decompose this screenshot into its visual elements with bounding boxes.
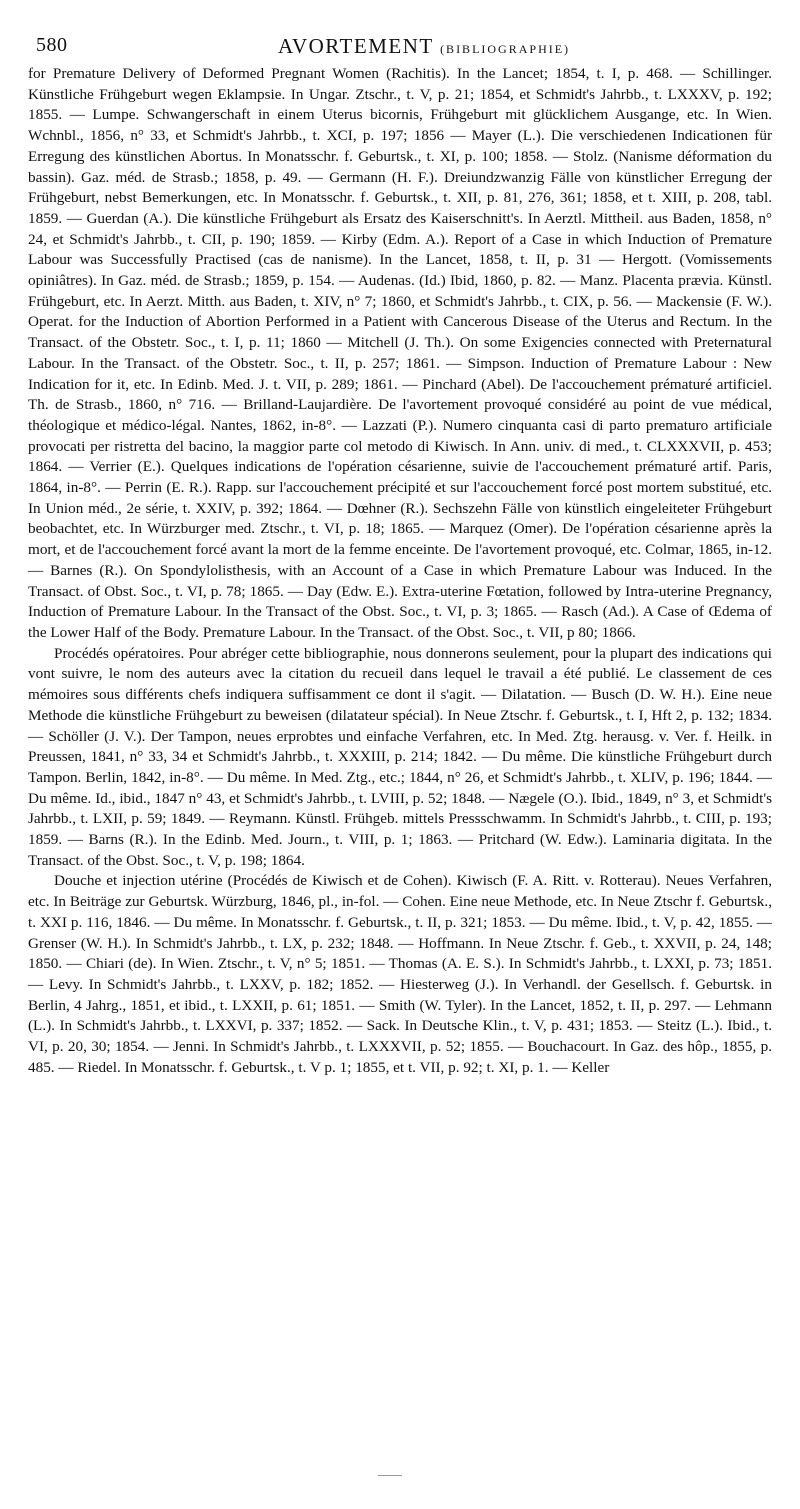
bottom-rule	[378, 1475, 402, 1476]
running-title-sub: (BIBLIOGRAPHIE)	[440, 42, 571, 56]
running-header	[28, 34, 772, 64]
page-number: 580	[36, 34, 68, 56]
bibliography-paragraph-1: for Premature Delivery of Deformed Pregnant Women (Rachitis). In the Lancet; 1854, t. I, p. 468. — Schillinger. Künstliche Frühgeburt wegen Eklampsie. In Ungar. Ztschr., t. V, p. 21; 1854, et Schmidt's Jahrbb., t. LXXXV, p. 192; 1855. — Lumpe. Schwangerschaft in einem Uterus bicornis, Frühgeburt mit glücklichem Ausgange, etc. In Wien. Wchnbl., 1856, n° 33, et Schmidt's Jahrbb., t. XCI, p. 197; 1856 — Mayer (L.). Die verschiedenen Indicationen für Erregung des künstlichen Abortus. In Monatsschr. f. Geburtsk., t. XI, p. 100; 1858. — Stolz. (Nanisme déformation du bassin). Gaz. méd. de Strasb.; 1858, p. 49. — Germann (H. F.). Dreiundzwanzig Fälle von künstlicher Erregung der Frühgeburt, nebst Bemerkungen, etc. In Monatsschr. f. Geburtsk., t. XII, p. 81, 276, 361; 1858, et t. XIII, p. 208, tabl. 1859. — Guerdan (A.). Die künstliche Frühgeburt als Ersatz des Kaiserschnitt's. In Aerztl. Mittheil. aus Baden, 1858, n° 24, et Schmidt's Jahrbb., t. CII, p. 190; 1859. — Kirby (Edm. A.). Report of a Case in which Induction of Premature Labour was Successfully Practised (cas de nanisme). In the Lancet, 1858, t. II, p. 31 — Hergott. (Vomissements opiniâtres). In Gaz. méd. de Strasb.; 1859, p. 154. — Audenas. (Id.) Ibid, 1860, p. 82. — Manz. Placenta prævia. Künstl. Frühgeburt, etc. In Aerzt. Mitth. aus Baden, t. XIV, n° 7; 1860, et Schmidt's Jahrbb., t. CIX, p. 56. — Mackensie (F. W.). Operat. for the Induction of Abortion Performed in a Patient with Cancerous Disease of the Uterus and Rectum. In the Transact. of the Obstetr. Soc., t. I, p. 11; 1860 — Mitchell (J. Th.). On some Exigencies connected with Preternatural Labour. In the Transact. of the Obstetr. Soc., t. II, p. 257; 1861. — Simpson. Induction of Premature Labour : New Indication for it, etc. In Edinb. Med. J. t. VII, p. 289; 1861. — Pinchard (Abel). De l'accouchement prématuré artificiel. Th. de Strasb., 1860, n° 716. — Brilland-Laujardière. De l'avortement provoqué considéré au point de vue médical, théologique et médico-légal. Nantes, 1862, in-8°. — Lazzati (P.). Numero cinquanta casi di parto prematuro artificiale provocati per ristretta del bacino, la maggior parte col metodo di Kiwisch. In Ann. univ. di med., t. CLXXXVII, p. 453; 1864. — Verrier (E.). Quelques indications de l'opération césarienne, suivie de l'accouchement prématuré artif. Paris, 1864, in-8°. — Perrin (E. R.). Rapp. sur l'accouchement précipité et sur l'accouchement forcé post mortem substitué, etc. In Union méd., 2e série, t. XXIV, p. 392; 1864. — Dœhner (R.). Sechszehn Fälle von künstlich eingeleiteter Frühgeburt beobachtet, etc. In Würzburger med. Ztschr., t. VI, p. 18; 1865. — Marquez (Omer). De l'opération césarienne après la mort, et de l'accouchement forcé avant la mort de la femme enceinte. De l'avortement provoqué, etc. Colmar, 1865, in-12. — Barnes (R.). On Spondylolisthesis, with an Account of a Case in which Premature Labour was Induced. In the Transact. of Obst. Soc., t. VI, p. 78; 1865. — Day (Edw. E.). Extra-uterine Fœtation, followed by Intra-uterine Pregnancy, Induction of Premature Labour. In the Transact of the Obst. Soc., t. VI, p. 3; 1865. — Rasch (Ad.). A Case of Œdema of the Lower Half of the Body. Premature Labour. In the Transact. of the Obst. Soc., t. VII, p 80; 1866.	[28, 65, 772, 641]
bibliography-paragraph-2: Procédés opératoires. Pour abréger cette bibliographie, nous donnerons seulement, pour la plupart des indications qui vont suivre, le nom des auteurs avec la citation du recueil dans lequel le travail a été publié. Le classement de ces mémoires sous différents chefs indiquera suffisamment ce dont il s'agit. — Dilatation. — Busch (D. W. H.). Eine neue Methode die künstliche Frühgeburt zu beweisen (dilatateur spécial). In Neue Ztschr. f. Geburtsk., t. I, Hft 2, p. 132; 1834. — Schöller (J. V.). Der Tampon, neues erprobtes und einfache Verfahren, etc. In Med. Ztg. herausg. v. Ver. f. Heilk. in Preussen, 1841, n° 33, 34 et Schmidt's Jahrbb., t. XXXIII, p. 214; 1842. — Du même. Die künstliche Frühgeburt durch Tampon. Berlin, 1842, in-8°. — Du même. In Med. Ztg., etc.; 1844, n° 26, et Schmidt's Jahrbb., t. XLIV, p. 196; 1844. — Du même. Id., ibid., 1847 n° 43, et Schmidt's Jahrbb., t. LVIII, p. 52; 1848. — Nægele (O.). Ibid., 1849, n° 3, et Schmidt's Jahrbb., t. LXII, p. 59; 1849. — Reymann. Künstl. Frühgeb. mittels Pressschwamm. In Schmidt's Jahrbb., t. CIII, p. 193; 1859. — Barns (R.). In the Edinb. Med. Journ., t. VIII, p. 1; 1863. — Pritchard (W. Edw.). Laminaria digitata. In the Transact. of the Obst. Soc., t. V, p. 198; 1864.	[28, 644, 772, 869]
bibliography-body	[28, 64, 772, 1078]
running-title	[278, 34, 570, 59]
running-title-main: AVORTEMENT	[278, 34, 434, 58]
bibliography-paragraph-3: Douche et injection utérine (Procédés de Kiwisch et de Cohen). Kiwisch (F. A. Ritt. v. Rotterau). Neues Verfahren, etc. In Beiträge zur Geburtsk. Würzburg, 1846, pl., in-fol. — Cohen. Eine neue Methode, etc. In Neue Ztschr f. Geburtsk., t. XXI p. 116, 1846. — Du même. In Monatsschr. f. Geburtsk., t. II, p. 321; 1853. — Du même. Ibid., t. V, p. 42, 1855. — Grenser (W. H.). In Schmidt's Jahrbb., t. LX, p. 232; 1848. — Hoffmann. In Neue Ztschr. f. Geb., t. XXVII, p. 24, 148; 1850. — Chiari (de). In Wien. Ztschr., t. V, n° 5; 1851. — Thomas (A. E. S.). In Schmidt's Jahrbb., t. LXXI, p. 73; 1851. — Levy. In Schmidt's Jahrbb., t. LXXV, p. 182; 1852. — Hiesterweg (J.). In Verhandl. der Gesellsch. f. Geburtsk. in Berlin, 4 Jahrg., 1851, et ibid., t. LXXII, p. 61; 1851. — Smith (W. Tyler). In the Lancet, 1852, t. II, p. 297. — Lehmann (L.). In Schmidt's Jahrbb., t. LXXVI, p. 337; 1852. — Sack. In Deutsche Klin., t. V, p. 431; 1853. — Steitz (L.). Ibid., t. VI, p. 20, 30; 1854. — Jenni. In Schmidt's Jahrbb., t. LXXXVII, p. 52; 1855. — Bouchacourt. In Gaz. des hôp., 1855, p. 485. — Riedel. In Monatsschr. f. Geburtsk., t. V p. 1; 1855, et t. VII, p. 92; t. XI, p. 1. — Keller	[28, 872, 772, 1076]
